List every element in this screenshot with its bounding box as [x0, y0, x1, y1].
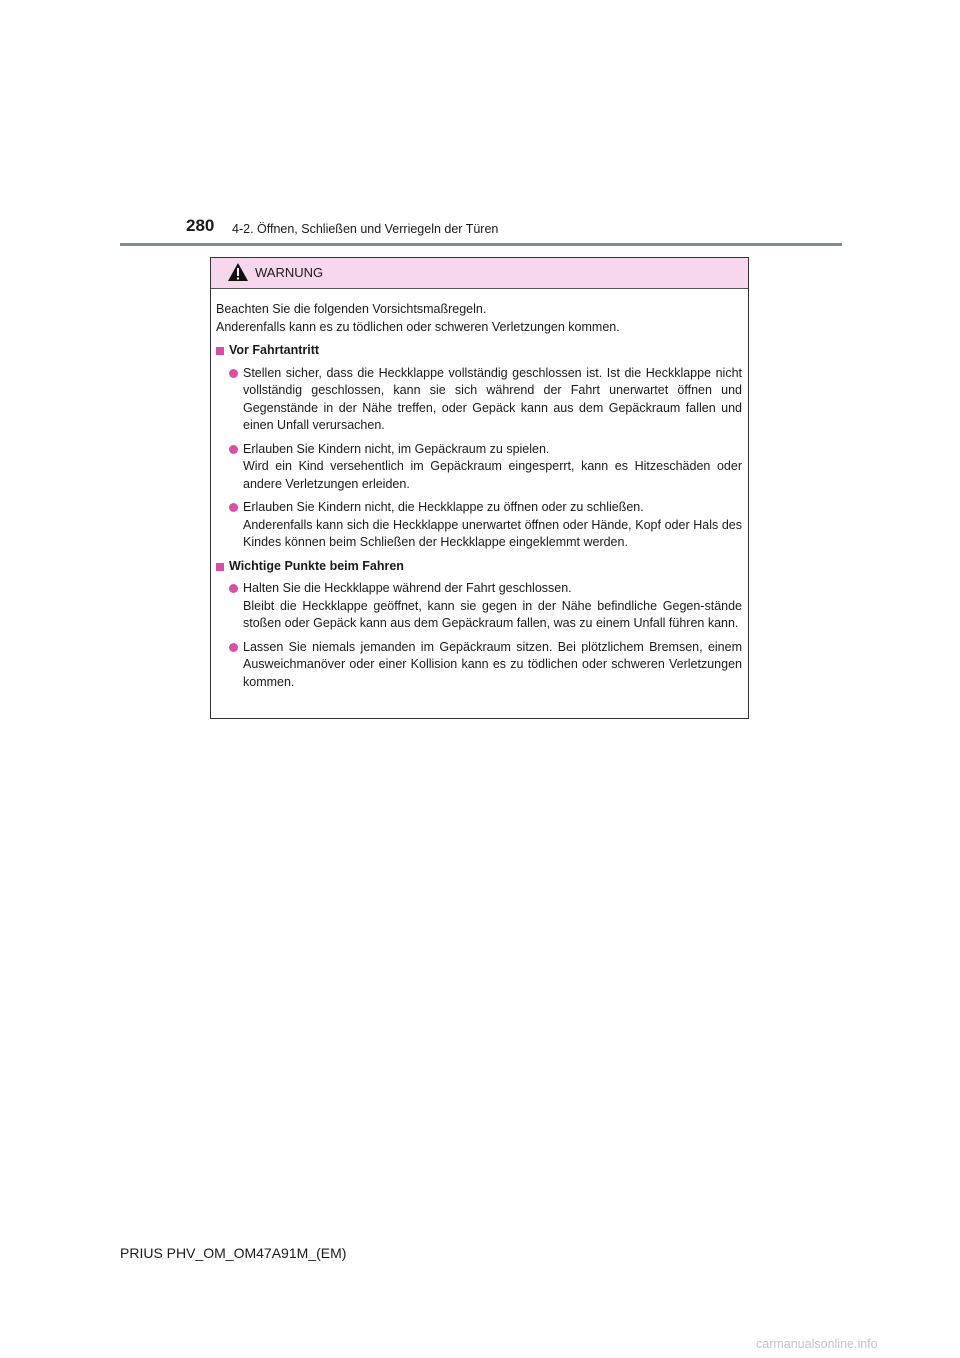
warning-header [211, 258, 748, 289]
section-title: 4-2. Öffnen, Schließen und Verriegeln der Türen [232, 222, 499, 236]
section-heading-text: Wichtige Punkte beim Fahren [229, 558, 404, 573]
list-item-text: Bleibt die Heckklappe geöffnet, kann sie gegen in der Nähe befindliche Gegen-stände stoßen oder Gepäck kann aus dem Gepäckraum fallen, was zu einem Unfall führen kann. [243, 598, 742, 630]
section-heading-driving [216, 558, 742, 576]
section-heading-text: Vor Fahrtantritt [229, 343, 320, 357]
warning-title: WARNUNG [255, 265, 324, 280]
dot-bullet-icon [229, 643, 238, 652]
warning-triangle-icon [227, 262, 249, 282]
list-item-text: Lassen Sie niemals jemanden im Gepäckraum sitzen. Bei plötzlichem Bremsen, einem Ausweichmanöver oder einer Kollision kann es zu tödlichen oder schweren Verletzungen kommen. [243, 639, 742, 689]
list-item [216, 580, 742, 633]
intro-line: Anderenfalls kann es zu tödlichen oder schweren Verletzungen kommen. [216, 319, 620, 334]
intro-line: Beachten Sie die folgenden Vorsichtsmaßregeln. [216, 302, 487, 316]
dot-bullet-icon [229, 369, 238, 378]
square-bullet-icon [216, 347, 224, 355]
warning-box [210, 257, 749, 719]
header-rule [120, 243, 842, 246]
dot-bullet-icon [229, 584, 238, 593]
list-item-text: Erlauben Sie Kindern nicht, die Heckklappe zu öffnen oder zu schließen. [243, 500, 644, 514]
list-item-text: Halten Sie die Heckklappe während der Fahrt geschlossen. [243, 581, 572, 595]
list-item [216, 441, 742, 494]
square-bullet-icon [216, 563, 224, 571]
warning-intro [216, 301, 742, 336]
dot-bullet-icon [229, 503, 238, 512]
page-number: 280 [186, 216, 215, 235]
list-item [216, 639, 742, 692]
dot-bullet-icon [229, 445, 238, 454]
watermark: carmanualsonline.info [756, 1337, 878, 1351]
warning-body [211, 289, 748, 691]
list-item-text: Anderenfalls kann sich die Heckklappe unerwartet öffnen oder Hände, Kopf oder Hals des Kindes können beim Schließen der Heckklappe eingeklemmt werden. [243, 517, 742, 549]
section-heading-before-driving [216, 342, 742, 360]
list-item-text: Wird ein Kind versehentlich im Gepäckraum eingesperrt, kann es Hitzeschäden oder andere Verletzungen erleiden. [243, 459, 742, 491]
list-item-text: Stellen sicher, dass die Heckklappe vollständig geschlossen ist. Ist die Heckklappe nicht vollständig geschlossen, kann sie sich während der Fahrt unerwartet öffnen und Gegenstände in der Nähe treffen, oder Gepäck kann aus dem Gepäckraum fallen und einen Unfall verursachen. [243, 365, 742, 432]
document-code: PRIUS PHV_OM_OM47A91M_(EM) [120, 1245, 347, 1261]
list-item-text: Erlauben Sie Kindern nicht, im Gepäckraum zu spielen. [243, 441, 550, 456]
list-item [216, 365, 742, 435]
list-item [216, 499, 742, 552]
